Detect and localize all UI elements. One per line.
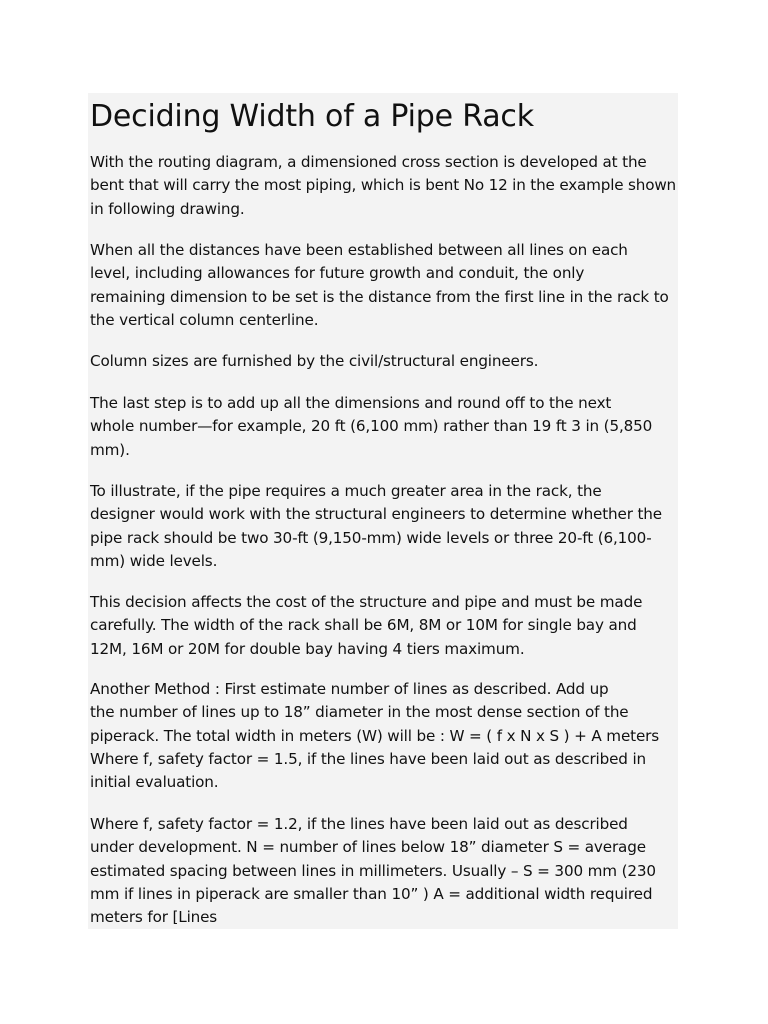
text-line: pipe rack should be two 30-ft (9,150-mm) wide levels or three 20-ft (6,100- <box>90 528 652 547</box>
text-line: whole number—for example, 20 ft (6,100 mm) rather than 19 ft 3 in (5,850 <box>90 417 653 436</box>
text-line: initial evaluation. <box>90 773 219 792</box>
text-line: mm) wide levels. <box>90 551 218 570</box>
text-line: carefully. The width of the rack shall be 6M, 8M or 10M for single bay and <box>90 616 637 635</box>
paragraph-decision <box>90 591 642 661</box>
text-line: the vertical column centerline. <box>90 310 319 329</box>
document-page <box>88 93 678 929</box>
paragraph-safety-factor <box>90 813 656 929</box>
text-line: Where f, safety factor = 1.5, if the lines have been laid out as described in <box>90 749 647 768</box>
paragraph-illustrate <box>90 480 662 573</box>
article-title: Deciding Width of a Pipe Rack <box>90 99 534 134</box>
paragraph-routing-diagram <box>90 151 676 221</box>
text-line: under development. N = number of lines below 18” diameter S = average <box>90 838 646 857</box>
text-line: mm). <box>90 440 130 459</box>
text-line: Another Method : First estimate number of lines as described. Add up <box>90 680 609 698</box>
text-line: With the routing diagram, a dimensioned cross section is developed at the <box>90 153 647 171</box>
text-line: piperack. The total width in meters (W) will be : W = ( f x N x S ) + A meters <box>90 726 659 745</box>
paragraph-last-step <box>90 392 652 462</box>
text-line: The last step is to add up all the dimensions and round off to the next <box>90 394 612 412</box>
text-line: 12M, 16M or 20M for double bay having 4 tiers maximum. <box>90 639 525 658</box>
text-line: Column sizes are furnished by the civil/structural engineers. <box>90 352 539 370</box>
text-line: designer would work with the structural engineers to determine whether the <box>90 505 662 524</box>
text-line: estimated spacing between lines in millimeters. Usually – S = 300 mm (230 <box>90 861 656 880</box>
text-line: mm if lines in piperack are smaller than 10” ) A = additional width required <box>90 884 653 903</box>
text-line: remaining dimension to be set is the distance from the first line in the rack to <box>90 287 669 306</box>
paragraph-column-sizes <box>90 350 538 373</box>
text-line: meters for [Lines <box>90 908 218 927</box>
text-line: in following drawing. <box>90 199 245 218</box>
text-line: To illustrate, if the pipe requires a much greater area in the rack, the <box>90 482 602 500</box>
text-line: When all the distances have been established between all lines on each <box>90 241 628 259</box>
text-line: Where f, safety factor = 1.2, if the lines have been laid out as described <box>90 815 628 833</box>
paragraph-distances <box>90 239 669 332</box>
text-line: level, including allowances for future growth and conduit, the only <box>90 264 585 283</box>
paragraph-another-method <box>90 678 659 794</box>
text-line: the number of lines up to 18” diameter in the most dense section of the <box>90 703 629 722</box>
text-line: bent that will carry the most piping, which is bent No 12 in the example shown <box>90 176 676 195</box>
text-line: This decision affects the cost of the structure and pipe and must be made <box>90 593 643 611</box>
